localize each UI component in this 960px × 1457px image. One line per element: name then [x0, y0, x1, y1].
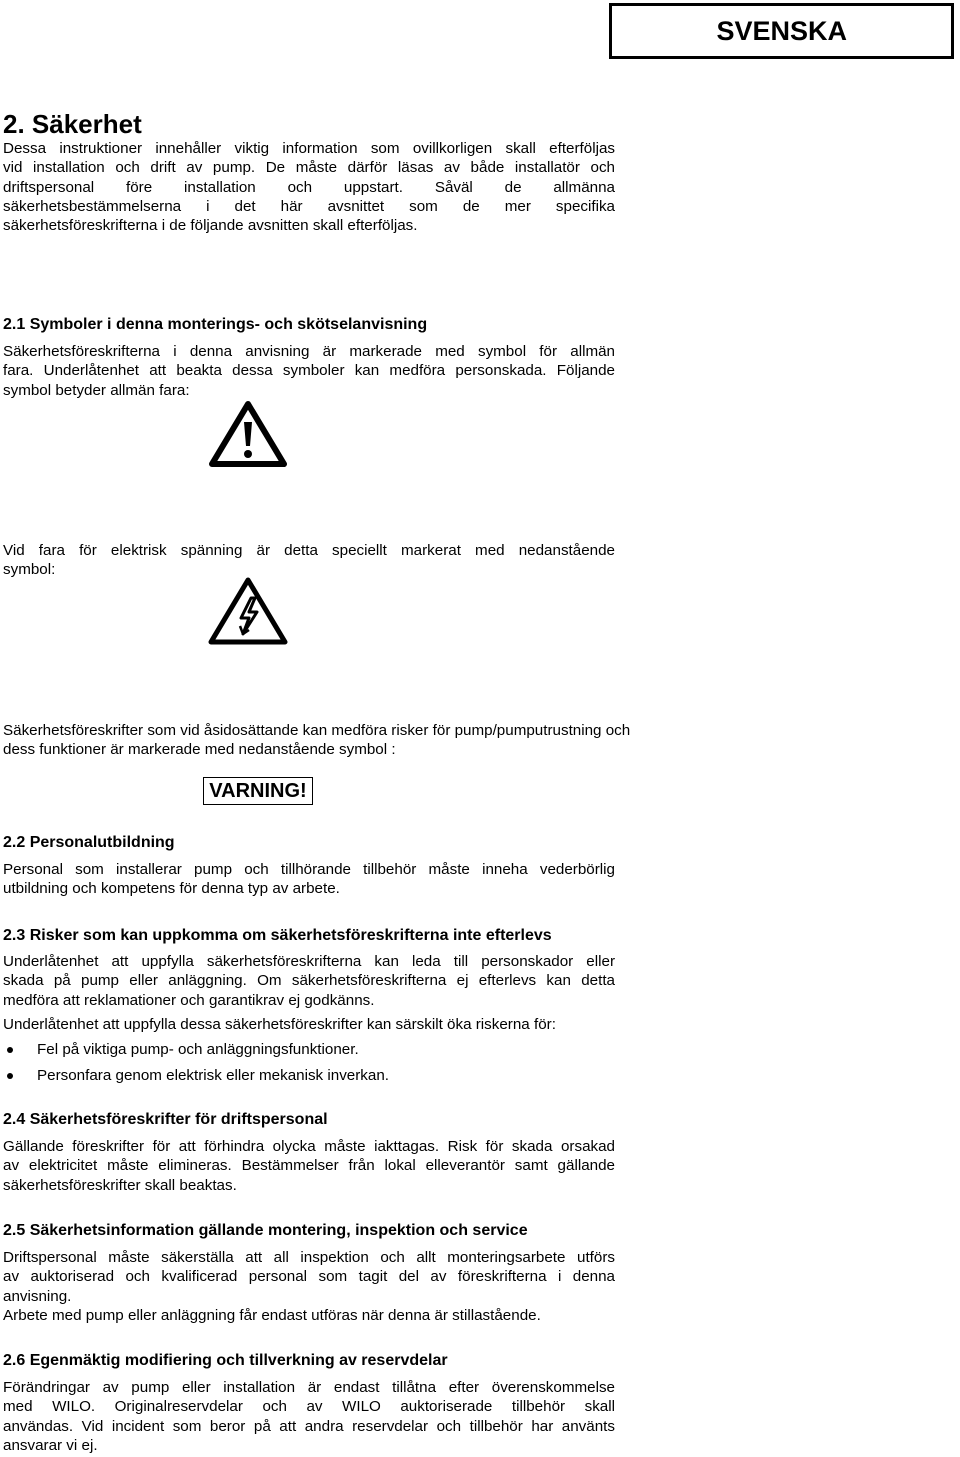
section-2-6-title: 2.6 Egenmäktig modifiering och tillverkning av reservdelar: [3, 1352, 448, 1369]
section-2-1-text: [3, 342, 615, 400]
text-line: driftspersonal före installation och uppstart. Såväl de allmänna: [3, 178, 615, 196]
section-2-3-intro: [3, 1015, 615, 1034]
text-line: utbildning och kompetens för denna typ av arbete.: [3, 880, 340, 898]
text-line: fara. Underlåtenhet att beakta dessa symboler kan medföra personskada. Följande: [3, 362, 615, 380]
text-line: säkerhetsföreskrifterna i de följande avsnitten skall efterföljas.: [3, 217, 418, 235]
text-line: Säkerhetsföreskrifter som vid åsidosättande kan medföra risker för pump/pumputrustning och: [3, 722, 631, 739]
text-line: Förändringar av pump eller installation är endast tillåtna efter överenskommelse: [3, 1379, 615, 1396]
section-2-4-title: 2.4 Säkerhetsföreskrifter för driftspersonal: [3, 1111, 328, 1128]
bullet-icon: [7, 1073, 13, 1079]
section-2-5-text: [3, 1248, 615, 1325]
text-line: av elektricitet måste elimineras. Bestämmelser från lokal elleverantör samt gällande: [3, 1157, 615, 1175]
section-2-5-title: 2.5 Säkerhetsinformation gällande montering, inspektion och service: [3, 1222, 528, 1239]
section-2-3-title: 2.3 Risker som kan uppkomma om säkerhetsföreskrifterna inte efterlevs: [3, 927, 552, 944]
text-line: ansvarar vi ej.: [3, 1436, 98, 1454]
section-2-4-text: [3, 1137, 615, 1195]
text-line: Säkerhetsföreskrifterna i denna anvisning är markerade med symbol för allmän: [3, 343, 615, 360]
electric-text: [3, 541, 615, 580]
text-line: av auktoriserad och kvalificerad personal som tagit del av föreskrifterna i denna: [3, 1268, 615, 1286]
text-line: Vid fara för elektrisk spänning är detta speciellt markerat med nedanstående: [3, 542, 615, 559]
section-2-1-title: 2.1 Symboler i denna monterings- och skötselanvisning: [3, 316, 428, 333]
text-line: Gällande föreskrifter för att förhindra olycka måste iakttagas. Risk för skada orsakad: [3, 1138, 615, 1155]
list-item-text: Personfara genom elektrisk eller mekanisk inverkan.: [37, 1067, 389, 1084]
text-line: Dessa instruktioner innehåller viktig information som ovillkorligen skall efterföljas: [3, 140, 615, 157]
list-item-text: Fel på viktiga pump- och anläggningsfunktioner.: [37, 1041, 359, 1058]
warning-triangle-icon: [208, 400, 288, 468]
text-line: Underlåtenhet att uppfylla säkerhetsföreskrifterna kan leda till personskador eller: [3, 953, 615, 970]
language-label: SVENSKA: [609, 3, 954, 59]
text-line: säkerhetsbestämmelserna i det här avsnittet som de mer specifika: [3, 197, 615, 215]
varning-label: VARNING!: [203, 777, 313, 805]
text-line: symbol betyder allmän fara:: [3, 381, 190, 399]
text-line: dess funktioner är markerade med nedanstående symbol :: [3, 741, 396, 759]
electric-hazard-icon: [207, 576, 289, 646]
text-line: skada på pump eller anläggning. Om säkerhetsföreskrifterna ej efterlevs kan detta: [3, 972, 615, 990]
section-2-title: 2. Säkerhet: [3, 109, 142, 139]
section-2-2-text: [3, 860, 615, 899]
text-line: Driftspersonal måste säkerställa att all inspektion och allt monteringsarbete utförs: [3, 1249, 615, 1266]
text-line: Underlåtenhet att uppfylla dessa säkerhetsföreskrifter kan särskilt öka riskerna för:: [3, 1016, 556, 1033]
text-line: användas. Vid incident som beror på att andra reservdelar och tillbehör har använts: [3, 1417, 615, 1435]
text-line: medföra att reklamationer och garantikrav ej godkänns.: [3, 991, 375, 1009]
list-item: [3, 1066, 615, 1085]
text-line: anvisning.: [3, 1287, 72, 1305]
section-2-6-text: [3, 1378, 615, 1455]
risk-list: [3, 1040, 615, 1091]
pump-risk-text: [3, 721, 693, 760]
section-2-3-text: [3, 952, 615, 1010]
text-line: säkerhetsföreskrifter skall beaktas.: [3, 1176, 237, 1194]
list-item: [3, 1040, 615, 1059]
section-2-2-title: 2.2 Personalutbildning: [3, 834, 175, 851]
text-line: Arbete med pump eller anläggning får endast utföras när denna är stillastående.: [3, 1306, 541, 1324]
text-line: vid installation och drift av pump. De måste därför läsas av både installatör och: [3, 159, 615, 177]
text-line: symbol:: [3, 561, 56, 579]
text-line: Personal som installerar pump och tillhörande tillbehör måste inneha vederbörlig: [3, 861, 615, 878]
section-2-text: [3, 139, 615, 235]
bullet-icon: [7, 1047, 13, 1053]
text-line: med WILO. Originalreservdelar och av WILO auktoriserade tillbehör skall: [3, 1398, 615, 1416]
